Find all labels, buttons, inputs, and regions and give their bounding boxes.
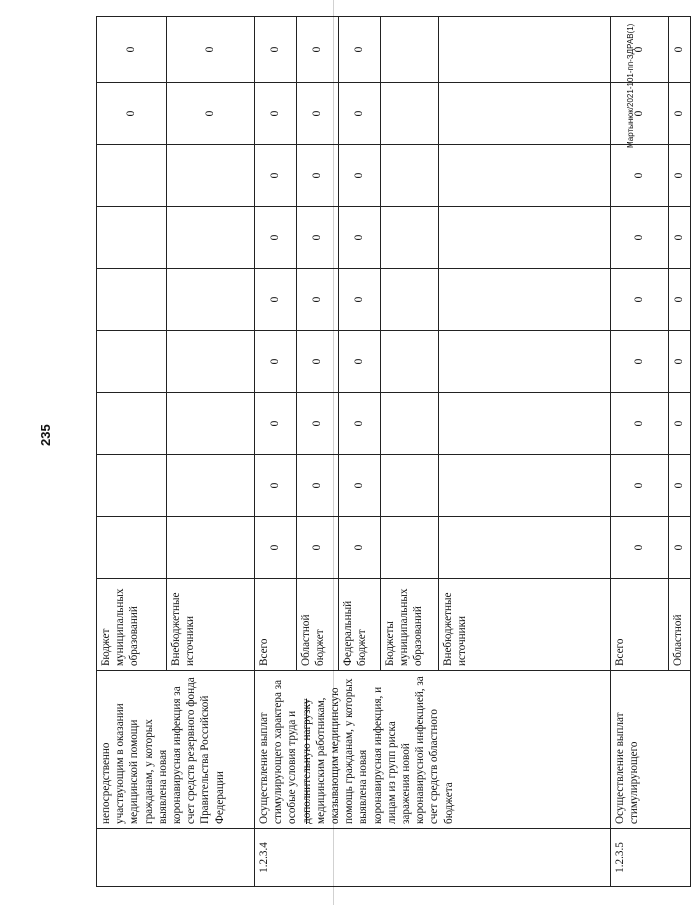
funding-source-cell: Федеральный бюджет [339, 579, 381, 671]
amount-cell [439, 83, 611, 145]
amount-cell [97, 331, 167, 393]
amount-cell: 0 [339, 83, 381, 145]
amount-cell: 0 [255, 83, 297, 145]
amount-cell: 0 [339, 393, 381, 455]
measure-description-cell: Осуществление выплат стимулирующего [611, 671, 691, 829]
row-number-cell: 1.2.3.4 [255, 829, 611, 887]
amount-cell: 0 [297, 455, 339, 517]
amount-cell [439, 393, 611, 455]
funding-source-cell: Внебюджетные источники [167, 579, 255, 671]
amount-cell: 0 [297, 517, 339, 579]
amount-cell: 0 [669, 17, 691, 83]
table-row [255, 17, 297, 887]
amount-cell: 0 [669, 517, 691, 579]
row-number-cell [97, 829, 255, 887]
page-number: 235 [38, 424, 53, 446]
amount-cell [97, 207, 167, 269]
amount-cell [97, 269, 167, 331]
table-body [97, 17, 691, 887]
row-number-cell: 1.2.3.5 [611, 829, 691, 887]
description-fragment: Осуществление выплат стимулирующего характера за особые условия труда и [258, 679, 299, 824]
amount-cell: 0 [611, 145, 669, 207]
amount-cell: 0 [97, 83, 167, 145]
amount-cell: 0 [297, 145, 339, 207]
amount-cell: 0 [167, 17, 255, 83]
amount-cell: 0 [669, 393, 691, 455]
amount-cell [439, 17, 611, 83]
amount-cell: 0 [611, 331, 669, 393]
amount-cell [381, 331, 439, 393]
funding-source-cell: Областной бюджет [297, 579, 339, 671]
description-fragment: дополнительную нагрузку [300, 698, 313, 824]
funding-source-cell: Внебюджетные источники [439, 579, 611, 671]
amount-cell: 0 [255, 517, 297, 579]
amount-cell [97, 145, 167, 207]
amount-cell: 0 [97, 17, 167, 83]
amount-cell: 0 [339, 455, 381, 517]
amount-cell: 0 [297, 393, 339, 455]
amount-cell [167, 517, 255, 579]
amount-cell: 0 [339, 269, 381, 331]
amount-cell: 0 [611, 83, 669, 145]
amount-cell: 0 [297, 207, 339, 269]
amount-cell: 0 [669, 83, 691, 145]
scan-crease-line [333, 0, 334, 905]
amount-cell [439, 331, 611, 393]
amount-cell: 0 [611, 517, 669, 579]
amount-cell: 0 [611, 17, 669, 83]
amount-cell: 0 [297, 83, 339, 145]
amount-cell: 0 [669, 207, 691, 269]
amount-cell: 0 [611, 393, 669, 455]
funding-source-cell: Всего [611, 579, 669, 671]
amount-cell: 0 [167, 83, 255, 145]
amount-cell: 0 [255, 145, 297, 207]
amount-cell [439, 517, 611, 579]
amount-cell: 0 [297, 269, 339, 331]
amount-cell: 0 [255, 207, 297, 269]
amount-cell: 0 [669, 145, 691, 207]
amount-cell: 0 [669, 331, 691, 393]
amount-cell: 0 [255, 269, 297, 331]
measure-description-cell [255, 671, 611, 829]
amount-cell: 0 [611, 455, 669, 517]
amount-cell: 0 [255, 393, 297, 455]
amount-cell [381, 17, 439, 83]
amount-cell: 0 [339, 145, 381, 207]
amount-cell: 0 [611, 269, 669, 331]
amount-cell [381, 269, 439, 331]
amount-cell [439, 145, 611, 207]
amount-cell [381, 517, 439, 579]
amount-cell: 0 [255, 17, 297, 83]
amount-cell: 0 [669, 455, 691, 517]
amount-cell [381, 145, 439, 207]
amount-cell: 0 [339, 331, 381, 393]
amount-cell [167, 455, 255, 517]
amount-cell [381, 207, 439, 269]
funding-source-cell: Всего [255, 579, 297, 671]
amount-cell [167, 393, 255, 455]
funding-source-cell: Бюджет муниципальных образований [97, 579, 167, 671]
amount-cell: 0 [611, 207, 669, 269]
description-fragment: медицинским работникам, оказывающим медицинскую помощь гражданам, у которых выявлена новая коронавирусная инфекция, и лицам из групп риска заражения новой коронавирусной инфекцией, за счет средств областного бюджета [314, 676, 455, 824]
amount-cell: 0 [297, 331, 339, 393]
amount-cell [167, 145, 255, 207]
amount-cell [167, 269, 255, 331]
table-row [97, 17, 167, 887]
amount-cell [439, 207, 611, 269]
amount-cell [97, 517, 167, 579]
amount-cell: 0 [669, 269, 691, 331]
amount-cell [167, 207, 255, 269]
measure-description-cell: непосредственно участвующим в оказании медицинской помощи гражданам, у которых выявлена новая коронавирусная инфекция за счет средств резервного фонда Правительства Российской Федерации [97, 671, 255, 829]
amount-cell: 0 [339, 517, 381, 579]
amount-cell: 0 [255, 455, 297, 517]
budget-table [96, 16, 691, 887]
amount-cell [439, 455, 611, 517]
table-row [611, 17, 669, 887]
amount-cell [381, 83, 439, 145]
amount-cell: 0 [339, 207, 381, 269]
amount-cell [167, 331, 255, 393]
amount-cell: 0 [297, 17, 339, 83]
amount-cell [381, 393, 439, 455]
funding-source-cell: Областной [669, 579, 691, 671]
amount-cell [439, 269, 611, 331]
amount-cell [97, 455, 167, 517]
footer-file-id: Мартынюк/2021-101-пп-ЗДРАВ(1) [626, 23, 635, 148]
amount-cell: 0 [255, 331, 297, 393]
amount-cell [97, 393, 167, 455]
funding-source-cell: Бюджеты муниципальных образований [381, 579, 439, 671]
amount-cell: 0 [339, 17, 381, 83]
amount-cell [381, 455, 439, 517]
